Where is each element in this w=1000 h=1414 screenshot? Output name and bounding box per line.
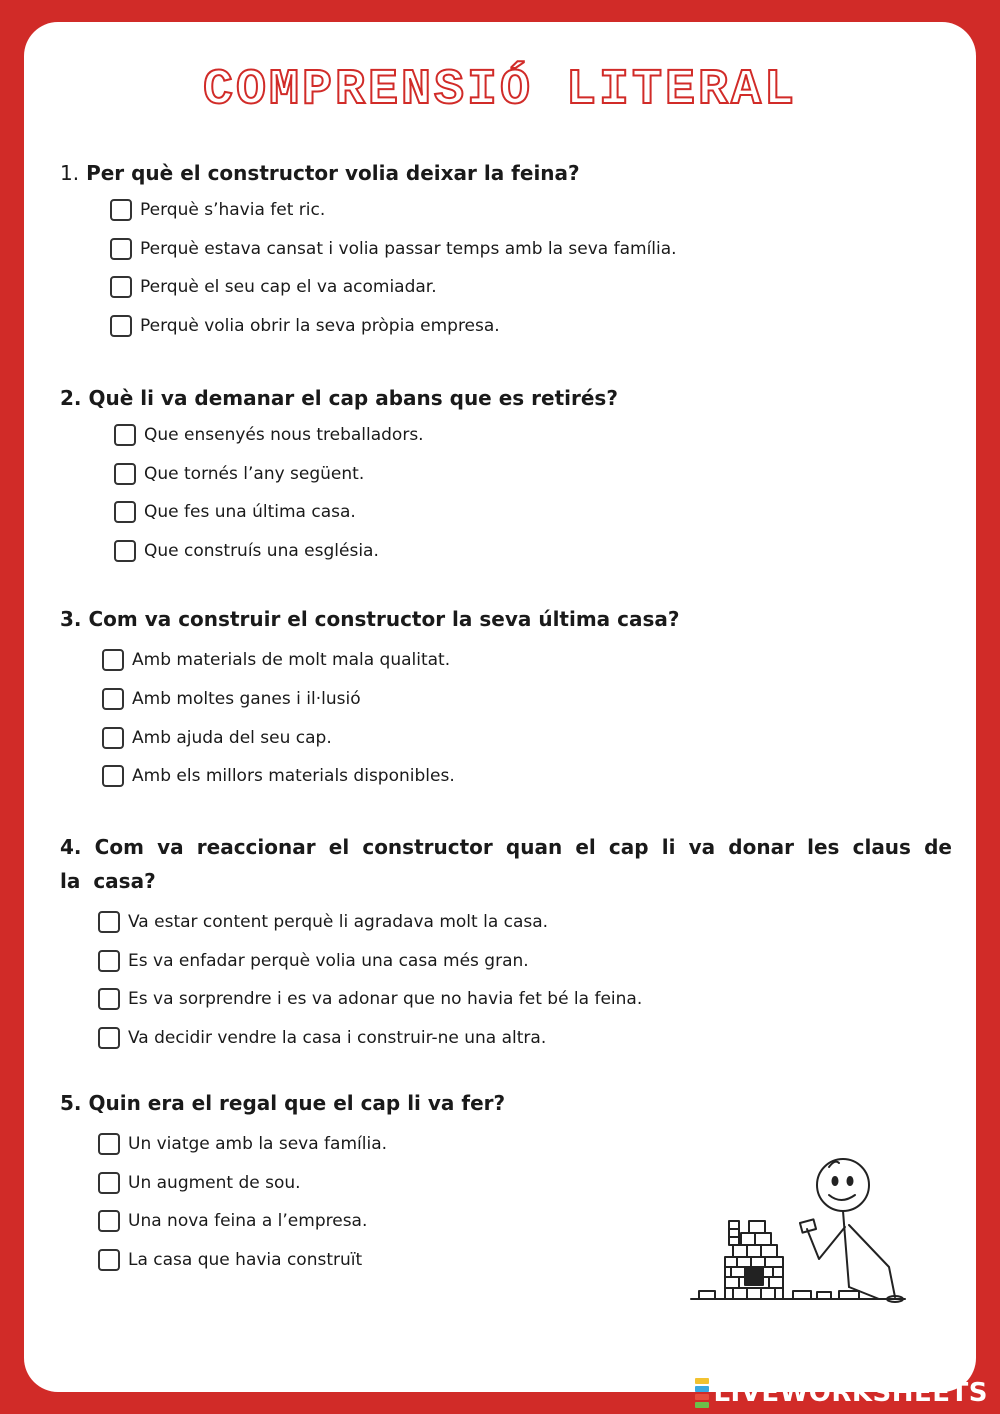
question-2: [60, 381, 952, 415]
option-label: Amb materials de molt mala qualitat.: [132, 650, 451, 670]
option-5a[interactable]: [98, 1129, 387, 1159]
option-2c[interactable]: [114, 497, 356, 527]
option-1d[interactable]: [110, 311, 500, 341]
option-label: Va decidir vendre la casa i construir-ne una altra.: [128, 1028, 547, 1048]
question-number: 3.: [60, 607, 82, 631]
option-label: Amb moltes ganes i il·lusió: [132, 689, 361, 709]
question-number: 4.: [60, 835, 82, 859]
question-number: 2.: [60, 386, 82, 410]
option-label: Amb ajuda del seu cap.: [132, 728, 332, 748]
option-5d[interactable]: [98, 1245, 362, 1275]
checkbox[interactable]: [110, 238, 132, 260]
worksheet-page: [24, 22, 976, 1392]
question-5: [60, 1086, 952, 1120]
checkbox[interactable]: [110, 315, 132, 337]
page-title: COMPRENSIÓ LITERAL: [202, 62, 798, 119]
option-5c[interactable]: [98, 1206, 367, 1236]
checkbox[interactable]: [98, 1027, 120, 1049]
option-label: Perquè el seu cap el va acomiadar.: [140, 277, 437, 297]
question-number: 5.: [60, 1091, 82, 1115]
option-3b[interactable]: [102, 684, 361, 714]
checkbox[interactable]: [114, 424, 136, 446]
checkbox[interactable]: [114, 501, 136, 523]
question-number: 1.: [60, 161, 80, 185]
option-2b[interactable]: [114, 459, 364, 489]
checkbox[interactable]: [102, 649, 124, 671]
option-label: Perquè s’havia fet ric.: [140, 200, 326, 220]
checkbox[interactable]: [98, 1210, 120, 1232]
checkbox[interactable]: [110, 276, 132, 298]
question-4: [60, 830, 952, 898]
liveworksheets-logo-icon: [695, 1378, 709, 1408]
option-4a[interactable]: [98, 907, 548, 937]
checkbox[interactable]: [114, 463, 136, 485]
question-text: Què li va demanar el cap abans que es retirés?: [88, 386, 618, 410]
option-label: Un augment de sou.: [128, 1173, 301, 1193]
checkbox[interactable]: [98, 1249, 120, 1271]
question-text: Quin era el regal que el cap li va fer?: [88, 1091, 506, 1115]
question-text: Com va reaccionar el constructor quan el cap li va donar les claus de la casa?: [60, 835, 952, 893]
option-4d[interactable]: [98, 1023, 546, 1053]
option-5b[interactable]: [98, 1168, 301, 1198]
option-label: Que tornés l’any següent.: [144, 464, 365, 484]
footer-branding: [695, 1376, 988, 1410]
option-3c[interactable]: [102, 723, 332, 753]
checkbox[interactable]: [98, 1172, 120, 1194]
option-label: Que construís una església.: [144, 541, 379, 561]
option-label: Una nova feina a l’empresa.: [128, 1211, 368, 1231]
checkbox[interactable]: [98, 950, 120, 972]
option-label: Que ensenyés nous treballadors.: [144, 425, 424, 445]
question-text: Per què el constructor volia deixar la feina?: [86, 161, 580, 185]
option-label: Un viatge amb la seva família.: [128, 1134, 388, 1154]
checkbox[interactable]: [98, 988, 120, 1010]
checkbox[interactable]: [102, 727, 124, 749]
checkbox[interactable]: [110, 199, 132, 221]
option-label: Perquè volia obrir la seva pròpia empresa.: [140, 316, 500, 336]
option-label: Que fes una última casa.: [144, 502, 356, 522]
option-4c[interactable]: [98, 984, 642, 1014]
option-label: Es va sorprendre i es va adonar que no havia fet bé la feina.: [128, 989, 643, 1009]
option-3a[interactable]: [102, 645, 450, 675]
stick-figure-builder-illustration: [689, 1147, 909, 1307]
option-label: Perquè estava cansat i volia passar temps amb la seva família.: [140, 239, 677, 259]
option-2a[interactable]: [114, 420, 424, 450]
liveworksheets-logo-text: LIVEWORKSHEETS: [713, 1378, 988, 1408]
option-label: Va estar content perquè li agradava molt la casa.: [128, 912, 549, 932]
option-3d[interactable]: [102, 761, 455, 791]
checkbox[interactable]: [102, 765, 124, 787]
option-label: Amb els millors materials disponibles.: [132, 766, 455, 786]
option-1c[interactable]: [110, 272, 437, 302]
option-2d[interactable]: [114, 536, 379, 566]
option-4b[interactable]: [98, 946, 529, 976]
question-3: [60, 602, 952, 636]
checkbox[interactable]: [98, 1133, 120, 1155]
checkbox[interactable]: [114, 540, 136, 562]
option-1b[interactable]: [110, 234, 677, 264]
checkbox[interactable]: [98, 911, 120, 933]
option-label: La casa que havia construït: [128, 1250, 363, 1270]
question-text: Com va construir el constructor la seva última casa?: [88, 607, 680, 631]
checkbox[interactable]: [102, 688, 124, 710]
option-1a[interactable]: [110, 195, 325, 225]
option-label: Es va enfadar perquè volia una casa més gran.: [128, 951, 529, 971]
question-1: [60, 156, 952, 190]
